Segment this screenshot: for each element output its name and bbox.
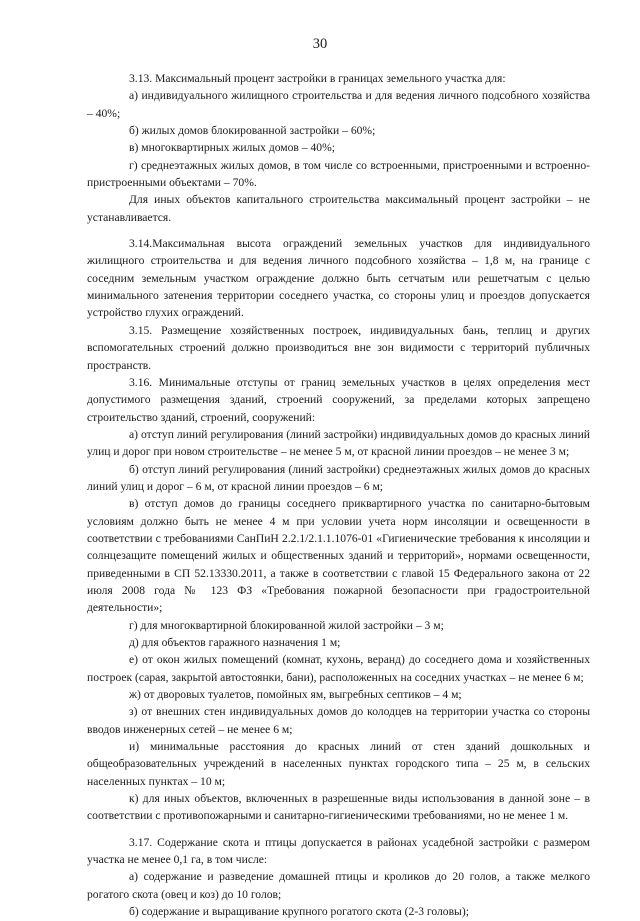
paragraph: г) для многоквартирной блокированной жилой застройки – 3 м; — [129, 618, 444, 632]
paragraph: в) многоквартирных жилых домов – 40%; — [129, 141, 335, 155]
paragraph: б) жилых домов блокированной застройки – 60%; — [129, 124, 376, 138]
paragraph: 3.16. Минимальные отступы от границ земельных участков в целях определения мест допустимого размещения зданий, строений сооружений, за пределами которых запрещено строительство зданий, строений, сооружений: — [87, 375, 590, 424]
paragraph: а) отступ линий регулирования (линий застройки) индивидуальных домов до красных линий улиц и дорог при новом строительстве – не менее 5 м, от красной линии проездов – не менее 3 м; — [87, 427, 590, 459]
paragraph: 3.13. Максимальный процент застройки в границах земельного участка для: — [129, 72, 506, 85]
paragraph: Для иных объектов капитального строительства максимальный процент застройки – не устанавливается. — [87, 193, 590, 224]
paragraph: а) содержание и разведение домашней птицы и кроликов до 20 голов, а также мелкого рогатого скота (овец и коз) до 10 голов; — [87, 870, 590, 901]
paragraph: 3.17. Содержание скота и птицы допускается в районах усадебной застройки с размером участка не менее 0,1 га, в том числе: — [87, 835, 590, 867]
paragraph: 3.14.Максимальная высота ограждений земельных участков для индивидуального жилищного строительства и для ведения личного подсобного хозяйства – 1,8 м, на границе с соседним земельным участком ограждение должно быть сетчатым или решетчатым с целью минимального затенения территории соседнего участка, со стороны улиц и проездов допускается устройство глухих ограждений. — [87, 237, 590, 320]
paragraph: 3.15. Размещение хозяйственных построек, индивидуальных бань, теплиц и других вспомогательных строений должно производиться вне зон видимости с территорий публичных пространств. — [87, 323, 590, 372]
paragraph: е) от окон жилых помещений (комнат, кухонь, веранд) до соседнего дома и хозяйственных построек (сарая, закрытой автостоянки, бани), расположенных на соседних участках – не менее 6 м; — [87, 653, 590, 684]
paragraph: ж) от дворовых туалетов, помойных ям, выгребных септиков – 4 м; — [129, 688, 462, 702]
paragraph: и) минимальные расстояния до красных линий от стен зданий дошкольных и общеобразовательных учреждений в населенных пунктах городского типа – 25 м, в сельских населенных пунктах – 10 м; — [87, 740, 590, 788]
paragraph: б) отступ линий регулирования (линий застройки) среднеэтажных жилых домов до красных линий улиц и дорог – 6 м, от красной линии проездов – 6 м; — [87, 462, 590, 493]
paragraph: з) от внешних стен индивидуальных домов до колодцев на территории участка со стороны вводов инженерных сетей – не менее 6 м; — [87, 705, 590, 736]
paragraph: д) для объектов гаражного назначения 1 м; — [129, 636, 341, 649]
paragraph: к) для иных объектов, включенных в разрешенные виды использования в данной зоне – в соответствии с противопожарными и санитарно-гигиеническими требованиями, но не менее 1 м. — [87, 792, 590, 823]
paragraph: в) отступ домов до границы соседнего приквартирного участка по санитарно-бытовым условиям должно быть не менее 4 м при условии учета норм инсоляции и освещенности в соответствии с требованиями СанПиН 2.2.1/2.1.1.1076-01 «Гигиенические требования к инсоляции и солнцезащите помещений жилых и общественных зданий и территорий», нормами освещенности, приведенными в СП 52.13330.2011, а также в соответствии с главой 15 Федерального закона от 22 июля 2008 года № 123 ФЗ «Требования пожарной безопасности при градостроительной деятельности»; — [87, 497, 590, 615]
paragraph: г) среднеэтажных жилых домов, в том числе со встроенными, пристроенными и встроенно-пристроенными объектами – 70%. — [87, 158, 590, 190]
paragraph: б) содержание и выращивание крупного рогатого скота (2-3 головы); — [129, 905, 469, 919]
page-number: 30 — [312, 36, 328, 52]
paragraph: а) индивидуального жилищного строительства и для ведения личного подсобного хозяйства – 40%; — [87, 89, 590, 120]
document-body — [87, 70, 590, 921]
